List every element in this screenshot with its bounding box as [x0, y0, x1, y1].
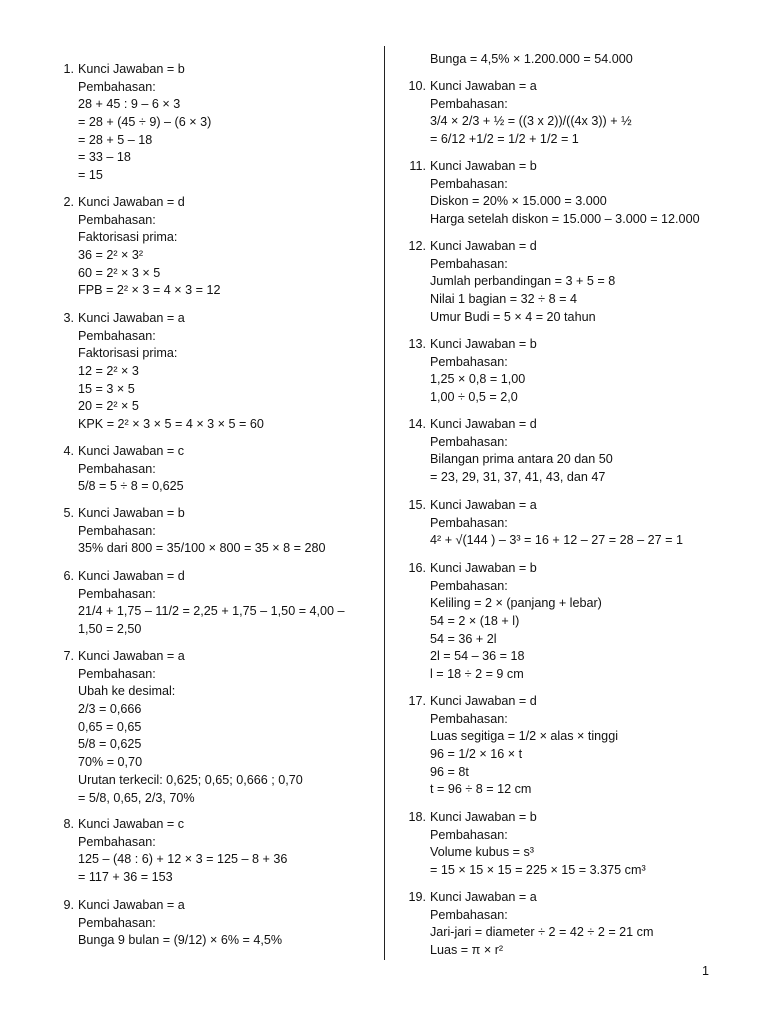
answer-row — [52, 363, 377, 381]
explanation-label: Pembahasan: — [430, 907, 508, 922]
answer-row — [52, 816, 377, 834]
answer-row — [52, 416, 377, 434]
answer-row — [404, 764, 734, 782]
answer-item — [52, 61, 377, 185]
answer-line: Ubah ke desimal: — [78, 684, 176, 699]
answer-line: Volume kubus = s³ — [430, 845, 534, 860]
answer-line: Harga setelah diskon = 15.000 – 3.000 = 12.000 — [430, 212, 700, 227]
answer-row — [52, 461, 377, 479]
answer-row — [404, 746, 734, 764]
answer-row — [404, 631, 734, 649]
answer-row — [404, 78, 734, 96]
page-number: 1 — [702, 964, 710, 978]
item-number: 8. — [63, 817, 74, 831]
answer-item — [52, 443, 377, 496]
answer-row — [52, 310, 377, 328]
answer-key: Kunci Jawaban = b — [430, 561, 537, 575]
answer-row — [52, 915, 377, 933]
answer-line: 70% = 0,70 — [78, 755, 143, 770]
explanation-label: Pembahasan: — [430, 711, 508, 726]
answer-row — [404, 844, 734, 862]
answer-line: 3/4 × 2/3 + ½ = ((3 x 2))/((4x 3)) + ½ — [430, 114, 632, 129]
answer-item — [404, 78, 734, 149]
answer-line: 1,50 = 2,50 — [78, 622, 142, 637]
item-number: 11. — [409, 159, 426, 173]
answer-row — [52, 772, 377, 790]
answer-line: 28 + 45 : 9 – 6 × 3 — [78, 97, 181, 112]
answer-line: 20 = 2² × 5 — [78, 399, 139, 414]
answer-item — [52, 505, 377, 558]
answer-row — [404, 371, 734, 389]
answer-line: Urutan terkecil: 0,625; 0,65; 0,666 ; 0,70 — [78, 772, 303, 787]
item-number: 16. — [408, 561, 426, 575]
answer-key: Kunci Jawaban = a — [78, 311, 185, 325]
answer-row — [404, 238, 734, 256]
answer-item — [404, 809, 734, 880]
explanation-label: Pembahasan: — [78, 523, 156, 538]
item-number: 12. — [408, 239, 426, 253]
answer-row — [52, 398, 377, 416]
answer-row — [52, 282, 377, 300]
item-number: 17. — [408, 694, 426, 708]
answer-item — [404, 693, 734, 799]
item-number: 19. — [408, 890, 426, 904]
answer-row — [52, 523, 377, 541]
answer-line: = 117 + 36 = 153 — [78, 870, 173, 885]
answer-row — [52, 540, 377, 558]
answer-key: Kunci Jawaban = b — [78, 506, 185, 520]
answer-row — [52, 666, 377, 684]
item-number: 1. — [63, 62, 74, 76]
answer-row — [52, 381, 377, 399]
explanation-label: Pembahasan: — [78, 461, 156, 476]
answer-row — [52, 683, 377, 701]
answer-line: 15 = 3 × 5 — [78, 381, 135, 396]
answer-row — [52, 167, 377, 185]
answer-row — [404, 434, 734, 452]
answer-row — [52, 736, 377, 754]
answer-row — [52, 834, 377, 852]
answer-key: Kunci Jawaban = d — [78, 195, 185, 209]
answer-key: Kunci Jawaban = c — [78, 817, 185, 831]
item-number: 9. — [63, 898, 74, 912]
explanation-label: Pembahasan: — [78, 212, 156, 227]
answer-line: 4² + √(144 ) – 3³ = 16 + 12 – 27 = 28 – 27 = 1 — [430, 533, 684, 548]
answer-row — [52, 132, 377, 150]
answer-row — [52, 701, 377, 719]
answer-line: 1,00 ÷ 0,5 = 2,0 — [430, 390, 518, 405]
answer-key: Kunci Jawaban = d — [430, 694, 537, 708]
answer-item — [404, 158, 734, 229]
answer-row — [404, 336, 734, 354]
answer-line: 96 = 8t — [430, 764, 469, 779]
answer-row — [52, 648, 377, 666]
item-number: 3. — [63, 311, 74, 325]
answer-row — [404, 578, 734, 596]
answer-row — [404, 560, 734, 578]
answer-row — [404, 96, 734, 114]
answer-row — [52, 345, 377, 363]
answer-line: 2/3 = 0,666 — [78, 702, 142, 717]
explanation-label: Pembahasan: — [78, 328, 156, 343]
item-number: 6. — [63, 569, 74, 583]
answer-row — [404, 532, 734, 550]
answer-line: 12 = 2² × 3 — [78, 364, 139, 379]
answer-row — [52, 247, 377, 265]
answer-row — [404, 942, 734, 960]
answer-row — [52, 568, 377, 586]
answer-key: Kunci Jawaban = d — [430, 417, 537, 431]
answer-line: Bunga = 4,5% × 1.200.000 = 54.000 — [430, 52, 633, 66]
answer-row — [404, 416, 734, 434]
answer-row — [404, 666, 734, 684]
item-number: 10. — [408, 79, 426, 93]
answer-row — [404, 781, 734, 799]
explanation-label: Pembahasan: — [430, 354, 508, 369]
answer-line: 54 = 2 × (18 + l) — [430, 614, 520, 629]
explanation-label: Pembahasan: — [78, 586, 156, 601]
answer-row — [52, 621, 377, 639]
answer-line: l = 18 ÷ 2 = 9 cm — [430, 667, 524, 682]
answer-key: Kunci Jawaban = a — [430, 498, 537, 512]
item-number: 13. — [408, 337, 426, 351]
answer-row — [52, 79, 377, 97]
answer-line: Faktorisasi prima: — [78, 346, 178, 361]
answer-line: = 6/12 +1/2 = 1/2 + 1/2 = 1 — [430, 132, 579, 147]
answer-key: Kunci Jawaban = b — [430, 159, 537, 173]
answer-row — [404, 176, 734, 194]
answer-row — [404, 515, 734, 533]
answer-row — [52, 932, 377, 950]
answer-line: 125 – (48 : 6) + 12 × 3 = 125 – 8 + 36 — [78, 852, 288, 867]
answer-key: Kunci Jawaban = d — [430, 239, 537, 253]
answer-row — [404, 451, 734, 469]
answer-key: Kunci Jawaban = a — [78, 898, 185, 912]
answer-line: = 28 + 5 – 18 — [78, 132, 153, 147]
explanation-label: Pembahasan: — [78, 666, 156, 681]
answer-line: Bunga 9 bulan = (9/12) × 6% = 4,5% — [78, 933, 283, 948]
answer-line: 1,25 × 0,8 = 1,00 — [430, 372, 526, 387]
answer-line: = 33 – 18 — [78, 150, 131, 165]
answer-item — [404, 889, 734, 960]
answer-row — [52, 505, 377, 523]
answer-item — [404, 497, 734, 550]
answer-line: Bilangan prima antara 20 dan 50 — [430, 452, 613, 467]
answer-row — [404, 193, 734, 211]
answer-line: = 5/8, 0,65, 2/3, 70% — [78, 790, 195, 805]
answer-row — [404, 354, 734, 372]
answer-row — [404, 131, 734, 149]
answer-row — [404, 862, 734, 880]
explanation-label: Pembahasan: — [430, 176, 508, 191]
answer-item — [52, 568, 377, 639]
answer-row — [52, 212, 377, 230]
answer-key: Kunci Jawaban = a — [430, 890, 537, 904]
answer-row — [52, 61, 377, 79]
answer-row — [404, 809, 734, 827]
answer-row — [52, 328, 377, 346]
answer-row — [52, 194, 377, 212]
answer-row — [404, 889, 734, 907]
answer-line: 54 = 36 + 2l — [430, 631, 497, 646]
answer-line: Luas segitiga = 1/2 × alas × tinggi — [430, 729, 618, 744]
answer-row — [404, 469, 734, 487]
answer-row — [404, 613, 734, 631]
answer-row — [404, 389, 734, 407]
answer-row — [52, 719, 377, 737]
answer-line: Umur Budi = 5 × 4 = 20 tahun — [430, 309, 596, 324]
answer-line: Jumlah perbandingan = 3 + 5 = 8 — [430, 274, 616, 289]
answer-item — [404, 560, 734, 684]
answer-key: Kunci Jawaban = b — [430, 810, 537, 824]
answer-row — [404, 711, 734, 729]
answer-key: Kunci Jawaban = c — [78, 444, 185, 458]
answer-item — [52, 816, 377, 887]
answer-line: = 28 + (45 ÷ 9) – (6 × 3) — [78, 115, 212, 130]
answer-row — [52, 790, 377, 808]
answer-row — [404, 728, 734, 746]
explanation-label: Pembahasan: — [78, 79, 156, 94]
answer-row — [52, 265, 377, 283]
answer-row — [52, 149, 377, 167]
answer-item — [52, 648, 377, 807]
answer-row — [52, 229, 377, 247]
answer-line: KPK = 2² × 3 × 5 = 4 × 3 × 5 = 60 — [78, 417, 264, 432]
item-number: 15. — [408, 498, 426, 512]
answer-row — [404, 113, 734, 131]
answer-line: = 15 × 15 × 15 = 225 × 15 = 3.375 cm³ — [430, 863, 646, 878]
item-number: 7. — [63, 649, 74, 663]
answer-item — [404, 238, 734, 326]
answer-row — [52, 603, 377, 621]
answer-row — [52, 443, 377, 461]
answer-row — [404, 158, 734, 176]
answer-item — [404, 336, 734, 407]
answer-line: 0,65 = 0,65 — [78, 719, 142, 734]
explanation-label: Pembahasan: — [430, 578, 508, 593]
answer-line: 5/8 = 0,625 — [78, 737, 142, 752]
answer-row — [404, 291, 734, 309]
answer-row — [52, 478, 377, 496]
answer-key: Kunci Jawaban = a — [78, 649, 185, 663]
answer-line: = 15 — [78, 168, 103, 183]
answer-row — [52, 897, 377, 915]
item-number: 5. — [63, 506, 74, 520]
explanation-label: Pembahasan: — [430, 515, 508, 530]
answer-item — [404, 416, 734, 487]
continuation-line — [404, 51, 734, 69]
answer-row — [404, 924, 734, 942]
answer-line: 35% dari 800 = 35/100 × 800 = 35 × 8 = 280 — [78, 541, 326, 556]
answer-row — [404, 211, 734, 229]
answer-row — [52, 869, 377, 887]
explanation-label: Pembahasan: — [78, 834, 156, 849]
answer-item — [52, 194, 377, 300]
explanation-label: Pembahasan: — [430, 96, 508, 111]
answer-line: Diskon = 20% × 15.000 = 3.000 — [430, 194, 607, 209]
answer-row — [52, 586, 377, 604]
explanation-label: Pembahasan: — [430, 256, 508, 271]
answer-item — [52, 897, 377, 950]
answer-key: Kunci Jawaban = b — [78, 62, 185, 76]
answer-line: Faktorisasi prima: — [78, 230, 178, 245]
answer-line: 21/4 + 1,75 – 11/2 = 2,25 + 1,75 – 1,50 = 4,00 – — [78, 604, 345, 619]
answer-row — [404, 693, 734, 711]
answer-item — [52, 310, 377, 434]
answer-row — [52, 851, 377, 869]
answer-row — [52, 96, 377, 114]
explanation-label: Pembahasan: — [78, 915, 156, 930]
answer-line: 60 = 2² × 3 × 5 — [78, 265, 161, 280]
answer-row — [404, 273, 734, 291]
answer-row — [404, 595, 734, 613]
answer-row — [404, 907, 734, 925]
answer-row — [404, 256, 734, 274]
answer-line: t = 96 ÷ 8 = 12 cm — [430, 782, 532, 797]
item-number: 18. — [408, 810, 426, 824]
answer-line: 2l = 54 – 36 = 18 — [430, 649, 525, 664]
answer-line: 96 = 1/2 × 16 × t — [430, 747, 523, 762]
answer-key: Kunci Jawaban = b — [430, 337, 537, 351]
answer-line: FPB = 2² × 3 = 4 × 3 = 12 — [78, 283, 221, 298]
answer-row — [52, 754, 377, 772]
answer-line: Keliling = 2 × (panjang + lebar) — [430, 596, 602, 611]
answer-line: Luas = π × r² — [430, 943, 504, 958]
item-number: 2. — [63, 195, 74, 209]
answer-row — [404, 648, 734, 666]
answer-line: = 23, 29, 31, 37, 41, 43, dan 47 — [430, 470, 606, 485]
answer-row — [404, 497, 734, 515]
item-number: 4. — [63, 444, 74, 458]
answer-key: Kunci Jawaban = d — [78, 569, 185, 583]
answer-key: Kunci Jawaban = a — [430, 79, 537, 93]
answer-line: Nilai 1 bagian = 32 ÷ 8 = 4 — [430, 292, 577, 307]
column-divider — [384, 46, 385, 960]
answer-line: Jari-jari = diameter ÷ 2 = 42 ÷ 2 = 21 cm — [430, 925, 654, 940]
item-number: 14. — [408, 417, 426, 431]
answer-row — [404, 309, 734, 327]
answer-row — [52, 114, 377, 132]
explanation-label: Pembahasan: — [430, 434, 508, 449]
answer-row — [404, 827, 734, 845]
answer-line: 5/8 = 5 ÷ 8 = 0,625 — [78, 479, 184, 494]
answer-line: 36 = 2² × 3² — [78, 248, 144, 263]
explanation-label: Pembahasan: — [430, 827, 508, 842]
